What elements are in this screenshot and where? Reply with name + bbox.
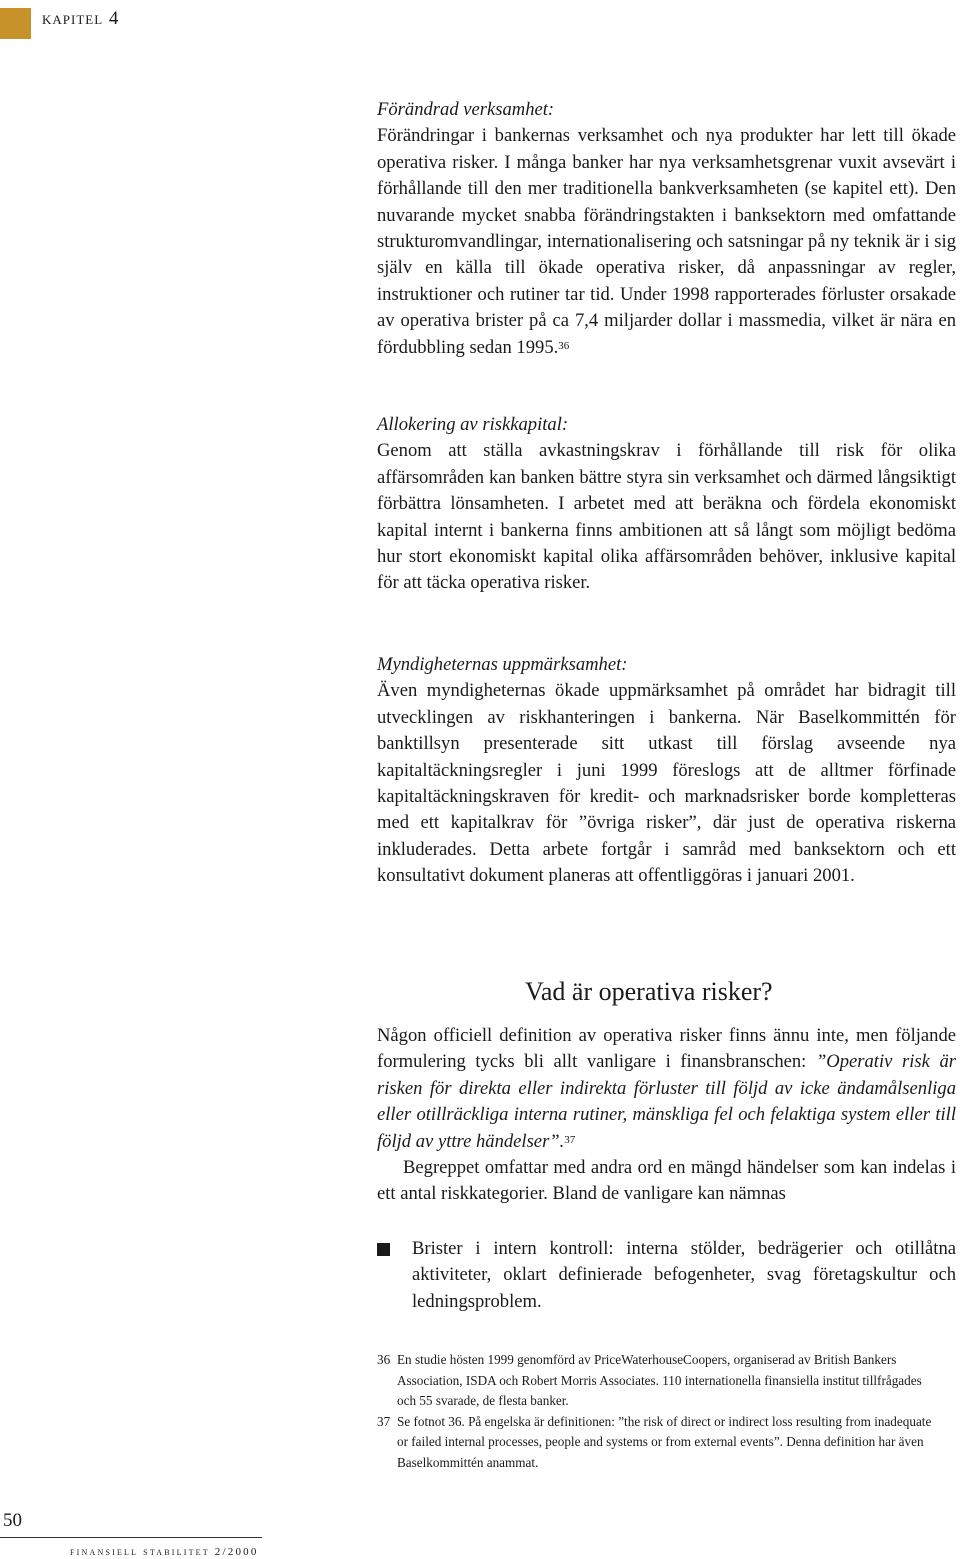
definition-paragraph: Någon officiell definition av operativa risker finns ännu inte, men följande formulering tycks bli allt vanligare i finansbranschen: ”Operativ risk är risken för direkta eller indirekta förluster till följd av icke ändamålsenliga eller otillräckliga interna rutiner, mänskliga fel och felaktiga system eller till följd av yttre händelser”.$^{37}$ xyxy=(377,1025,957,1152)
subheading: Allokering av riskkapital: xyxy=(377,414,569,435)
section-title: Vad är operativa risker? xyxy=(525,977,773,1006)
footnote-ref: 37 xyxy=(564,1133,576,1146)
bullet-text: Brister i intern kontroll: interna stölder, bedrägerier och otillåtna aktiviteter, oklart definierade befogenheter, svag företagskultur och ledningsproblem. xyxy=(412,1238,956,1312)
subheading: Förändrad verksamhet: xyxy=(377,99,555,120)
footnote: 37 Se fotnot 36. På engelska är definitionen: ”the risk of direct or indirect loss resulting from inadequate or failed internal processes, people and systems or from external events”. Denna definition har även Baselkommittén anammat. xyxy=(377,1413,932,1470)
footnote-ref: 36 xyxy=(558,339,570,352)
section-risk-capital xyxy=(377,412,956,597)
section-authorities xyxy=(377,652,956,890)
paragraph: Genom att ställa avkastningskrav i förhållande till risk för olika affärsområden kan banken bättre styra sin verksamhet och därmed långsiktigt förbättra lönsamheten. I arbetet med att beräkna och fördela ekonomiskt kapital internt i bankerna finns ambitionen att så långt som möjligt bedöma hur stort ekonomiskt kapital olika affärsområden behöver, inklusive kapital för att täcka operativa risker. xyxy=(377,440,956,594)
section-changed-operations xyxy=(377,97,956,361)
paragraph: Förändringar i bankernas verksamhet och nya produkter har lett till ökade operativa risker. I många banker har nya verksamhetsgrenar vuxit avsevärt i förhållande till den mer traditionella bankverksamheten (se kapitel ett). Den nuvarande mycket snabba förändringstakten i banksektorn med omfattande strukturomvandlingar, internationalisering och satsningar på ny teknik är i sig själv en källa till ökade operativa risker, då anpassningar av regler, instruktioner och rutiner tar tid. Under 1998 rapporterades förluster orsakade av operativa brister på ca 7,4 miljarder dollar i massmedia, vilket är nära en fördubbling sedan 1995.36 xyxy=(377,125,956,358)
chapter-marker xyxy=(0,8,31,39)
chapter-label: kapitel 4 xyxy=(42,8,120,29)
definition-quote: ”Operativ risk är risken för direkta eller indirekta förluster till följd av icke ändamålsenliga eller otillräckliga interna rutiner, mänskliga fel och felaktiga system eller till följd av yttre händelser”. xyxy=(377,1051,957,1152)
square-bullet-icon xyxy=(377,1243,390,1256)
paragraph: Begreppet omfattar med andra ord en mängd händelser som kan indelas i ett antal riskkategorier. Bland de vanligare kan nämnas xyxy=(377,1157,956,1205)
paragraph: Även myndigheternas ökade uppmärksamhet på området har bidragit till utvecklingen av riskhanteringen i bankerna. När Baselkommittén för banktillsyn presenterade sitt utkast till förslag avseende nya kapitaltäckningsregler i juni 1999 föreslogs att de alltmer förfinade kapitaltäckningskraven för kredit- och marknadsrisker borde kompletteras med ett kapitalkrav för ”övriga risker”, där just de operativa riskerna inkluderades. Detta arbete fortgår i samråd med banksektorn och ett konsultativt dokument planeras att offentliggöras i januari 2001. xyxy=(377,680,956,887)
footnotes xyxy=(377,1350,937,1473)
journal-title: finansiell stabilitet 2/2000 xyxy=(70,1546,259,1558)
definition-block xyxy=(377,1023,956,1208)
page-number: 50 xyxy=(3,1510,22,1531)
footer-rule xyxy=(0,1537,262,1538)
subheading: Myndigheternas uppmärksamhet: xyxy=(377,654,628,675)
footnote: 36 En studie hösten 1999 genomförd av PriceWaterhouseCoopers, organiserad av British Bankers Association, ISDA och Robert Morris Associates. 110 internationella finansiella institut tillfrågades och 55 svarade, de flesta banker. xyxy=(377,1352,922,1408)
